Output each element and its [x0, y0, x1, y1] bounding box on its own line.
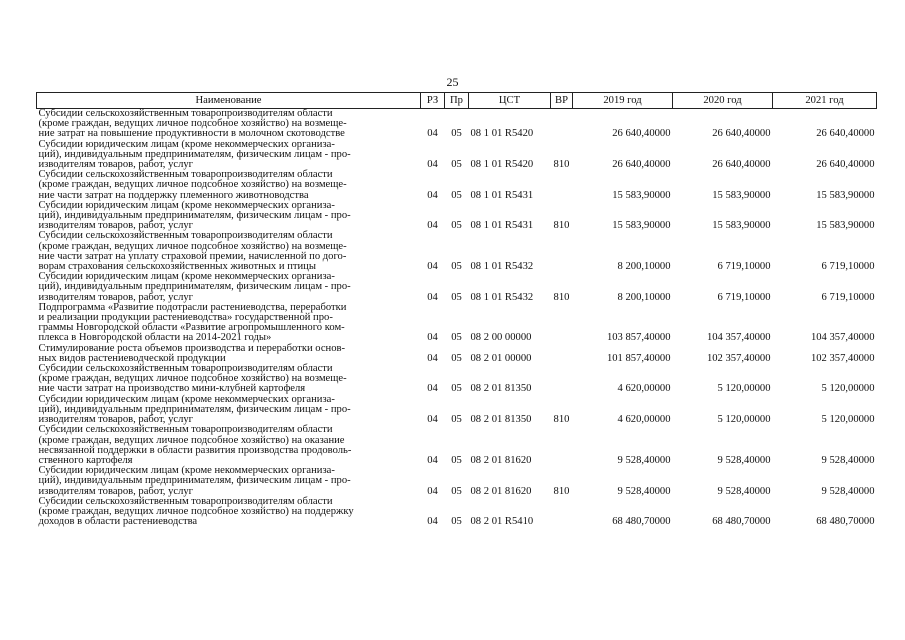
row-vr: 810: [553, 159, 570, 171]
row-rz: 04: [427, 189, 438, 201]
table-row: [37, 303, 877, 344]
row-vr: [551, 170, 573, 201]
table-row: [37, 344, 877, 364]
row-2020: 5 120,00000: [717, 414, 771, 426]
row-2019: 8 200,10000: [617, 291, 671, 303]
row-pr: 05: [451, 261, 462, 273]
table-body: [37, 109, 877, 528]
row-2021: 26 640,40000: [816, 159, 875, 171]
row-name-line: ворам страхования сельскохозяйственных животных и птицы: [38, 261, 316, 273]
row-name-line: ций), индивидуальным предпринимателям, физическим лицам - про-: [38, 281, 351, 293]
row-2021: 15 583,90000: [816, 220, 875, 232]
row-name-line: и реализации продукции растениеводства» государственной про-: [38, 312, 333, 324]
row-2019: 26 640,40000: [612, 128, 671, 140]
row-pr: 05: [451, 383, 462, 395]
row-name: [37, 466, 421, 497]
row-cst: 08 1 01 R5432: [470, 291, 534, 303]
row-name-line: изводителям товаров, работ, услуг: [38, 220, 194, 232]
row-name: [37, 170, 421, 201]
row-2019: 15 583,90000: [612, 220, 671, 232]
row-2020: 104 357,40000: [706, 332, 771, 344]
row-name-line: (кроме граждан, ведущих личное подсобное хозяйство) на возмеще-: [38, 240, 347, 252]
row-2020: 15 583,90000: [712, 220, 771, 232]
row-name-line: изводителям товаров, работ, услуг: [38, 414, 194, 426]
row-2021: 9 528,40000: [821, 454, 875, 466]
row-name-line: Субсидии сельскохозяйственным товаропроизводителям области: [38, 108, 333, 119]
row-pr: 05: [451, 352, 462, 364]
row-2019: 4 620,00000: [617, 383, 671, 395]
table-row: [37, 272, 877, 303]
row-cst: 08 1 01 R5431: [470, 189, 534, 201]
table-row: [37, 201, 877, 232]
row-pr: 05: [451, 291, 462, 303]
row-pr: 05: [451, 485, 462, 497]
header-row: [37, 93, 877, 109]
row-name-line: ций), индивидуальным предпринимателям, физическим лицам - про-: [38, 475, 351, 487]
row-vr: 810: [553, 414, 570, 426]
row-rz: 04: [427, 352, 438, 364]
row-name-line: ние части затрат на уплату страховой премии, начисленной по дого-: [38, 250, 347, 262]
row-name-line: ций), индивидуальным предпринимателям, физическим лицам - про-: [38, 148, 351, 160]
row-name-line: ние затрат на повышение продуктивности в молочном скотоводстве: [38, 128, 345, 140]
row-name-line: ственного картофеля: [38, 454, 133, 466]
row-name-line: Субсидии юридическим лицам (кроме некоммерческих организа-: [38, 138, 335, 150]
row-name: [37, 201, 421, 232]
row-2021: 6 719,10000: [821, 261, 875, 273]
row-2019: 103 857,40000: [606, 332, 671, 344]
row-cst: 08 1 01 R5420: [470, 128, 534, 140]
row-rz: 04: [427, 291, 438, 303]
header-cst: ЦСТ: [469, 93, 551, 109]
row-name: [37, 344, 421, 364]
row-name-line: Субсидии сельскохозяйственным товаропроизводителям области: [38, 230, 333, 242]
row-2021: 68 480,70000: [816, 516, 875, 528]
row-name-line: ние части затрат на производство мини-клубней картофеля: [38, 383, 306, 395]
row-name-line: изводителям товаров, работ, услуг: [38, 159, 194, 171]
row-name-line: Субсидии сельскохозяйственным товаропроизводителям области: [38, 424, 333, 436]
row-name-line: Субсидии сельскохозяйственным товаропроизводителям области: [38, 169, 333, 181]
row-rz: 04: [427, 332, 438, 344]
row-rz: 04: [427, 485, 438, 497]
row-2020: 15 583,90000: [712, 189, 771, 201]
row-name-line: Субсидии юридическим лицам (кроме некоммерческих организа-: [38, 393, 335, 405]
row-name-line: ных видов растениеводческой продукции: [38, 352, 226, 364]
row-pr: 05: [451, 516, 462, 528]
row-name-line: граммы Новгородской области «Развитие агропромышленного ком-: [38, 322, 345, 334]
row-vr: [551, 109, 573, 140]
row-name-line: несвязанной поддержки в области развития производства продоволь-: [38, 444, 352, 456]
row-2020: 102 357,40000: [706, 352, 771, 364]
row-name-line: (кроме граждан, ведущих личное подсобное хозяйство) на возмеще-: [38, 118, 347, 130]
row-2020: 26 640,40000: [712, 128, 771, 140]
table-row: [37, 497, 877, 528]
row-rz: 04: [427, 454, 438, 466]
row-cst: 08 1 01 R5420: [470, 159, 534, 171]
row-name: [37, 231, 421, 272]
row-pr: 05: [451, 454, 462, 466]
row-name-line: (кроме граждан, ведущих личное подсобное хозяйство) на оказание: [38, 434, 345, 446]
row-name: [37, 272, 421, 303]
header-rz: РЗ: [421, 93, 445, 109]
row-vr: [551, 344, 573, 364]
table-row: [37, 170, 877, 201]
row-pr: 05: [451, 128, 462, 140]
row-pr: 05: [451, 220, 462, 232]
row-pr: 05: [451, 332, 462, 344]
header-2021: 2021 год: [773, 93, 877, 109]
row-2020: 5 120,00000: [717, 383, 771, 395]
header-vr: ВР: [551, 93, 573, 109]
row-name-line: ние части затрат на поддержку племенного животноводства: [38, 189, 309, 201]
row-cst: 08 2 01 R5410: [470, 516, 534, 528]
row-name-line: изводителям товаров, работ, услуг: [38, 291, 194, 303]
row-name-line: изводителям товаров, работ, услуг: [38, 485, 194, 497]
page-number: 25: [446, 75, 459, 89]
row-rz: 04: [427, 261, 438, 273]
row-2019: 15 583,90000: [612, 189, 671, 201]
row-2019: 4 620,00000: [617, 414, 671, 426]
row-name-line: (кроме граждан, ведущих личное подсобное хозяйство) на возмеще-: [38, 373, 347, 385]
row-2021: 15 583,90000: [816, 189, 875, 201]
row-pr: 05: [451, 159, 462, 171]
row-name-line: ций), индивидуальным предпринимателям, физическим лицам - про-: [38, 210, 351, 222]
header-name: Наименование: [37, 93, 421, 109]
row-cst: 08 2 01 81620: [470, 485, 532, 497]
row-2020: 6 719,10000: [717, 261, 771, 273]
row-rz: 04: [427, 220, 438, 232]
header-pr: Пр: [445, 93, 469, 109]
row-name-line: Субсидии юридическим лицам (кроме некоммерческих организа-: [38, 199, 335, 211]
row-vr: [551, 425, 573, 466]
row-name-line: (кроме граждан, ведущих личное подсобное хозяйство) на возмеще-: [38, 179, 347, 191]
row-name: [37, 425, 421, 466]
row-rz: 04: [427, 383, 438, 395]
row-2019: 26 640,40000: [612, 159, 671, 171]
row-vr: [551, 303, 573, 344]
row-name: [37, 109, 421, 140]
row-name-line: ций), индивидуальным предпринимателям, физическим лицам - про-: [38, 403, 351, 415]
row-name: [37, 303, 421, 344]
row-cst: 08 2 00 00000: [470, 332, 532, 344]
header-2019: 2019 год: [573, 93, 673, 109]
row-2021: 26 640,40000: [816, 128, 875, 140]
row-name-line: Субсидии юридическим лицам (кроме некоммерческих организа-: [38, 465, 335, 477]
row-name: [37, 140, 421, 171]
row-2021: 9 528,40000: [821, 485, 875, 497]
row-2019: 101 857,40000: [606, 352, 671, 364]
row-2020: 6 719,10000: [717, 291, 771, 303]
header-2020: 2020 год: [673, 93, 773, 109]
row-name: [37, 395, 421, 426]
row-2021: 5 120,00000: [821, 414, 875, 426]
row-cst: 08 1 01 R5431: [470, 220, 534, 232]
row-2020: 9 528,40000: [717, 454, 771, 466]
row-rz: 04: [427, 128, 438, 140]
row-2021: 5 120,00000: [821, 383, 875, 395]
row-name-line: Подпрограмма «Развитие подотрасли растениеводства, переработки: [38, 301, 347, 313]
row-rz: 04: [427, 516, 438, 528]
row-vr: 810: [553, 220, 570, 232]
row-cst: 08 1 01 R5432: [470, 261, 534, 273]
row-name-line: (кроме граждан, ведущих личное подсобное хозяйство) на поддержку: [38, 505, 354, 517]
row-name-line: плекса в Новгородской области на 2014-2021 годы»: [38, 332, 272, 344]
row-2020: 9 528,40000: [717, 485, 771, 497]
table-row: [37, 109, 877, 140]
row-rz: 04: [427, 159, 438, 171]
table-row: [37, 395, 877, 426]
row-2019: 8 200,10000: [617, 261, 671, 273]
row-cst: 08 2 01 81620: [470, 454, 532, 466]
table-row: [37, 140, 877, 171]
row-cst: 08 2 01 81350: [470, 383, 532, 395]
table-row: [37, 231, 877, 272]
row-2019: 9 528,40000: [617, 485, 671, 497]
row-vr: 810: [553, 291, 570, 303]
row-cst: 08 2 01 00000: [470, 352, 532, 364]
row-cst: 08 2 01 81350: [470, 414, 532, 426]
table-row: [37, 425, 877, 466]
row-vr: [551, 364, 573, 395]
row-name-line: доходов в области растениеводства: [38, 516, 198, 528]
row-name-line: Субсидии юридическим лицам (кроме некоммерческих организа-: [38, 271, 335, 283]
row-vr: 810: [553, 485, 570, 497]
row-pr: 05: [451, 414, 462, 426]
row-2021: 6 719,10000: [821, 291, 875, 303]
row-name: [37, 497, 421, 528]
row-name-line: Стимулирование роста объемов производства и переработки основ-: [38, 342, 346, 354]
row-rz: 04: [427, 414, 438, 426]
row-name-line: Субсидии сельскохозяйственным товаропроизводителям области: [38, 495, 333, 507]
budget-table: [36, 92, 877, 527]
row-2019: 68 480,70000: [612, 516, 671, 528]
row-pr: 05: [451, 189, 462, 201]
row-vr: [551, 497, 573, 528]
row-2019: 9 528,40000: [617, 454, 671, 466]
table-row: [37, 466, 877, 497]
row-name-line: Субсидии сельскохозяйственным товаропроизводителям области: [38, 363, 333, 375]
table-row: [37, 364, 877, 395]
row-name: [37, 364, 421, 395]
row-2021: 104 357,40000: [810, 332, 875, 344]
row-2020: 68 480,70000: [712, 516, 771, 528]
row-vr: [551, 231, 573, 272]
row-2021: 102 357,40000: [810, 352, 875, 364]
row-2020: 26 640,40000: [712, 159, 771, 171]
